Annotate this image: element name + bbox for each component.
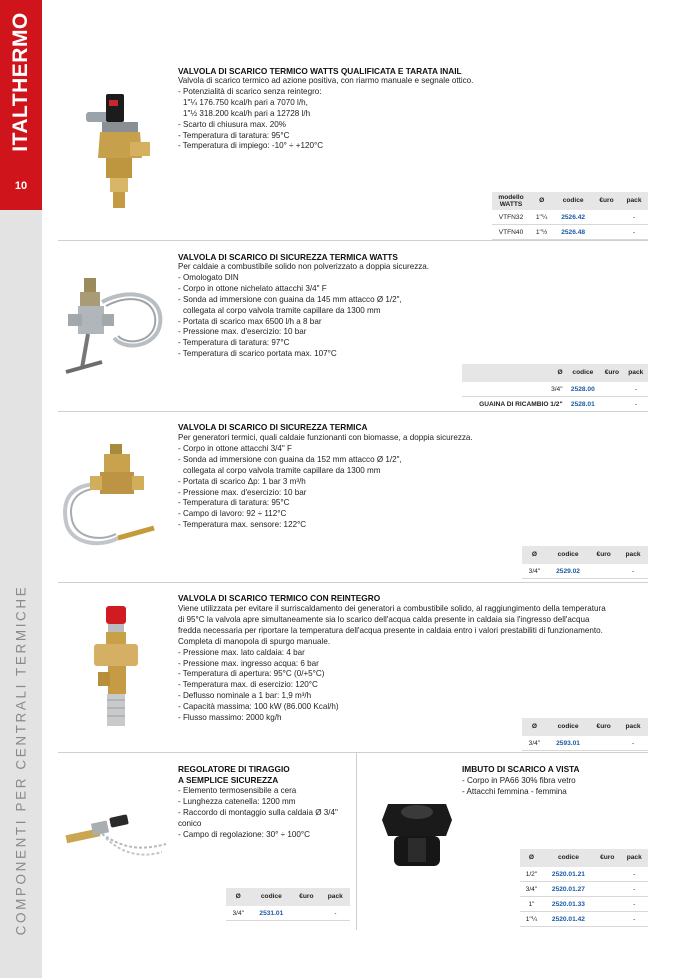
desc-line: - Portata di scarico max 6500 l/h a 8 bar <box>178 316 322 326</box>
col-header: Ø <box>226 888 250 906</box>
col-header: codice <box>547 546 589 564</box>
divider <box>58 582 648 583</box>
desc-line: - Potenzialità di scarico senza reintegro: <box>178 86 322 96</box>
price-cell <box>589 564 618 579</box>
desc-line: fredda necessaria per riportare la temperatura dell'acqua presente in caldaia entro i valori prestabiliti di funzionamento. <box>178 625 603 635</box>
col-header: €uro <box>589 718 618 736</box>
desc-line: - Sonda ad immersione con guaina da 145 mm attacco Ø 1/2", <box>178 294 402 304</box>
model-cell: VTFN32 <box>492 210 530 225</box>
table-row <box>492 210 648 225</box>
table-row <box>226 906 350 921</box>
col-header: pack <box>624 364 648 382</box>
desc-line: - Temperatura di apertura: 95°C (0/+5°C) <box>178 669 325 679</box>
pack-cell: - <box>618 564 648 579</box>
table-header <box>462 364 648 382</box>
code-cell: 2529.02 <box>547 564 589 579</box>
col-header: Ø <box>498 364 565 382</box>
col-header: €uro <box>292 888 320 906</box>
col-header: codice <box>250 888 292 906</box>
table-header <box>522 718 648 736</box>
section-6-title: IMBUTO DI SCARICO A VISTA <box>462 764 580 774</box>
sidebar <box>0 0 42 978</box>
pack-cell: - <box>620 225 648 240</box>
col-header: codice <box>566 364 601 382</box>
code-cell: 2520.01.21 <box>543 867 594 882</box>
divider <box>58 240 648 241</box>
col-header: codice <box>543 849 594 867</box>
section-5-description <box>178 786 338 841</box>
page-number: 10 <box>14 180 28 192</box>
section-3-title: VALVOLA DI SCARICO DI SICUREZZA TERMICA <box>178 422 368 432</box>
col-header: €uro <box>600 364 623 382</box>
table-row <box>462 397 648 412</box>
desc-line: - Corpo in ottone nichelato attacchi 3/4" F <box>178 283 327 293</box>
divider <box>58 411 648 412</box>
section-4-price-table <box>522 718 648 751</box>
refill-thermal-valve-image <box>90 604 142 734</box>
watts-safety-valve-image <box>62 272 170 376</box>
desc-line: - Temperatura max. sensore: 122°C <box>178 520 307 530</box>
thermal-safety-valve-image <box>60 440 160 552</box>
pack-cell: - <box>624 382 648 397</box>
size-cell: 3/4" <box>520 882 543 897</box>
desc-line: - Attacchi femmina - femmina <box>462 786 567 796</box>
table-row <box>462 382 648 397</box>
price-cell <box>292 906 320 921</box>
section-5-title <box>178 764 290 786</box>
section-3-price-table <box>522 546 648 579</box>
brand-logo: ITALTHERMO <box>9 12 32 152</box>
section-5-title-line: A SEMPLICE SICUREZZA <box>178 775 279 785</box>
desc-line: - Campo di lavoro: 92 ÷ 112°C <box>178 509 287 519</box>
section-4-description <box>178 604 606 724</box>
table-row <box>522 564 648 579</box>
desc-line: Per caldaie a combustibile solido non polverizzato a doppia sicurezza. <box>178 262 430 271</box>
code-cell: 2593.01 <box>547 736 589 751</box>
table-row <box>520 912 648 927</box>
code-cell: 2528.00 <box>566 382 601 397</box>
col-header: pack <box>618 718 648 736</box>
pack-cell: - <box>618 736 648 751</box>
section-1-description <box>178 76 473 152</box>
desc-line: - Raccordo di montaggio sulla caldaia Ø 3/4" <box>178 807 338 817</box>
desc-line: Completa di manopola di spurgo manuale. <box>178 636 331 646</box>
section-5-price-table <box>226 888 350 921</box>
col-header: €uro <box>589 546 618 564</box>
desc-line: collegata al corpo valvola tramite capillare da 1300 mm <box>183 305 381 315</box>
price-cell <box>594 867 621 882</box>
price-cell <box>594 897 621 912</box>
section-5-title-line: REGOLATORE DI TIRAGGIO <box>178 764 290 774</box>
desc-line: - Temperatura di impiego: -10° ÷ +120°C <box>178 141 324 151</box>
desc-line: di 95°C la valvola apre simultaneamente sia lo scarico dell'acqua calda presente in caldaia sia l'ingresso dell'acqua <box>178 614 590 624</box>
col-header: €uro <box>593 192 620 210</box>
code-cell: 2520.01.42 <box>543 912 594 927</box>
desc-line: - Deflusso nominale a 1 bar: 1,9 m³/h <box>178 691 312 701</box>
col-header: codice <box>547 718 589 736</box>
desc-line: - Scarto di chiusura max. 20% <box>178 119 286 129</box>
desc-line: - Pressione max. d'esercizio: 10 bar <box>178 327 307 337</box>
desc-line: - Lunghezza catenella: 1200 mm <box>178 796 296 806</box>
desc-line: - Sonda ad immersione con guaina da 152 mm attacco Ø 1/2", <box>178 454 402 464</box>
size-cell: GUAINA DI RICAMBIO 1/2" <box>462 397 566 412</box>
code-cell: 2520.01.27 <box>543 882 594 897</box>
table-row <box>492 225 648 240</box>
price-cell <box>593 225 620 240</box>
col-header: Ø <box>530 192 553 210</box>
size-cell: 3/4" <box>226 906 250 921</box>
col-header: pack <box>620 192 648 210</box>
desc-line: 1"½ 318.200 kcal/h pari a 12728 l/h <box>183 108 311 118</box>
col-header: Ø <box>522 546 547 564</box>
desc-line: - Portata di scarico Δp: 1 bar 3 m³/h <box>178 476 306 486</box>
divider <box>58 752 648 753</box>
table-row <box>522 736 648 751</box>
desc-line: - Flusso massimo: 2000 kg/h <box>178 713 282 723</box>
pack-cell: - <box>620 210 648 225</box>
table-header <box>520 849 648 867</box>
desc-line: - Pressione max. lato caldaia: 4 bar <box>178 647 305 657</box>
desc-line: - Temperatura max. di esercizio: 120°C <box>178 680 318 690</box>
col-header: modello WATTS <box>492 192 530 210</box>
table-row <box>520 897 648 912</box>
brand-band <box>0 0 42 210</box>
size-cell: 3/4" <box>462 382 566 397</box>
desc-line: - Pressione max. ingresso acqua: 6 bar <box>178 658 319 668</box>
col-header: codice <box>553 192 593 210</box>
section-2-title: VALVOLA DI SCARICO DI SICUREZZA TERMICA WATTS <box>178 252 398 262</box>
side-chapter-label: COMPONENTI PER CENTRALI TERMICHE <box>13 584 29 936</box>
code-cell: 2526.48 <box>553 225 593 240</box>
pack-cell: - <box>321 906 350 921</box>
desc-line: Per generatori termici, quali caldaie funzionanti con biomasse, a doppia sicurezza. <box>178 433 473 442</box>
size-cell: 1" <box>520 897 543 912</box>
col-header: €uro <box>594 849 621 867</box>
desc-line: - Temperatura di scarico portata max. 107°C <box>178 349 337 359</box>
table-row <box>520 882 648 897</box>
size-cell: 1"¼ <box>520 912 543 927</box>
price-cell <box>594 882 621 897</box>
section-2-description <box>178 262 429 360</box>
size-cell: 1"½ <box>530 225 553 240</box>
table-header <box>492 192 648 210</box>
price-cell <box>594 912 621 927</box>
size-cell: 1/2" <box>520 867 543 882</box>
pack-cell: - <box>620 912 648 927</box>
size-cell: 3/4" <box>522 564 547 579</box>
column-divider <box>356 752 357 930</box>
col-header: Ø <box>522 718 547 736</box>
price-cell <box>589 736 618 751</box>
section-2-price-table <box>462 364 648 412</box>
col-header: pack <box>321 888 350 906</box>
draft-regulator-image <box>62 812 170 860</box>
drain-funnel-image <box>378 798 456 872</box>
col-header: pack <box>620 849 648 867</box>
pack-cell: - <box>620 882 648 897</box>
desc-line: - Corpo in ottone attacchi 3/4" F <box>178 443 292 453</box>
col-header: pack <box>618 546 648 564</box>
desc-line: - Capacità massima: 100 kW (86.000 Kcal/h) <box>178 702 339 712</box>
desc-line: collegata al corpo valvola tramite capillare da 1300 mm <box>183 465 381 475</box>
price-cell <box>593 210 620 225</box>
code-cell: 2526.42 <box>553 210 593 225</box>
desc-line: - Temperatura di taratura: 97°C <box>178 338 290 348</box>
code-cell: 2531.01 <box>250 906 292 921</box>
code-cell: 2528.01 <box>566 397 601 412</box>
size-cell: 3/4" <box>522 736 547 751</box>
desc-line: - Elemento termosensibile a cera <box>178 786 297 795</box>
price-cell <box>600 397 623 412</box>
size-cell: 1"¼ <box>530 210 553 225</box>
section-6-description <box>462 776 576 798</box>
pack-cell: - <box>620 897 648 912</box>
desc-line: conico <box>178 818 202 828</box>
col-header: Ø <box>520 849 543 867</box>
table-header <box>522 546 648 564</box>
table-row <box>520 867 648 882</box>
watts-inail-valve-image <box>82 92 152 214</box>
pack-cell: - <box>620 867 648 882</box>
desc-line: - Campo di regolazione: 30° ÷ 100°C <box>178 829 310 839</box>
desc-line: - Corpo in PA66 30% fibra vetro <box>462 776 576 785</box>
desc-line: Viene utilizzata per evitare il surriscaldamento dei generatori a combustibile solido, al raggiungimento della temperatura <box>178 604 606 613</box>
desc-line: - Omologato DIN <box>178 272 239 282</box>
desc-line: Valvola di scarico termico ad azione positiva, con riarmo manuale e segnale ottico. <box>178 76 474 85</box>
pack-cell: - <box>624 397 648 412</box>
col-header <box>462 364 498 382</box>
section-1-price-table <box>492 192 648 240</box>
section-6-price-table <box>520 849 648 927</box>
desc-line: 1"¼ 176.750 kcal/h pari a 7070 l/h, <box>183 97 308 107</box>
price-cell <box>600 382 623 397</box>
code-cell: 2520.01.33 <box>543 897 594 912</box>
section-1-title: VALVOLA DI SCARICO TERMICO WATTS QUALIFICATA E TARATA INAIL <box>178 66 462 76</box>
model-cell: VTFN40 <box>492 225 530 240</box>
desc-line: - Temperatura di taratura: 95°C <box>178 498 290 508</box>
section-3-description <box>178 433 473 531</box>
table-header <box>226 888 350 906</box>
desc-line: - Temperatura di taratura: 95°C <box>178 130 290 140</box>
section-4-title: VALVOLA DI SCARICO TERMICO CON REINTEGRO <box>178 593 381 603</box>
desc-line: - Pressione max. d'esercizio: 10 bar <box>178 487 307 497</box>
